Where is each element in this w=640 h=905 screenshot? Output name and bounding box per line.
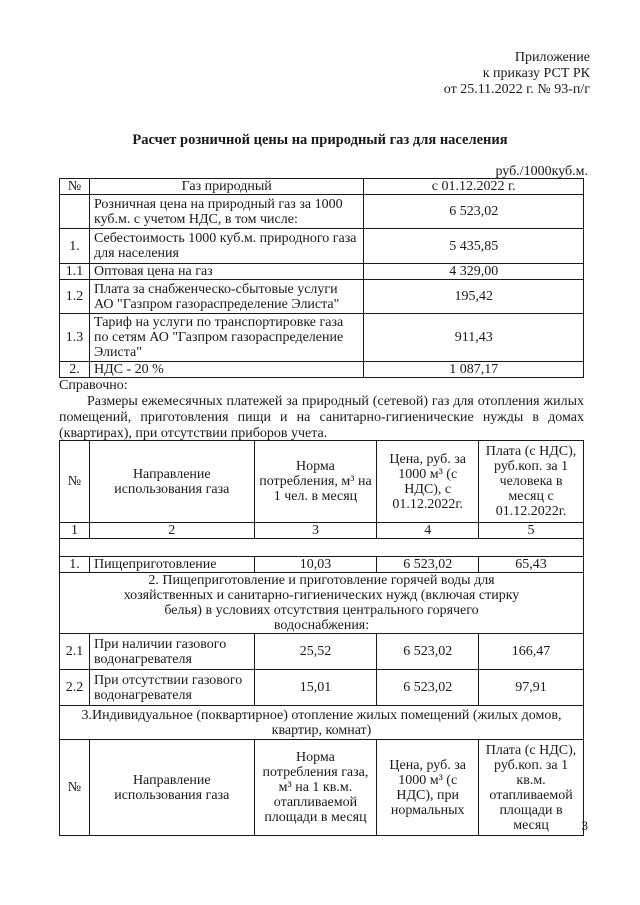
unit-label: руб./1000куб.м. bbox=[495, 164, 588, 179]
payment-table bbox=[59, 440, 584, 836]
header-cell-number: № bbox=[60, 740, 90, 836]
document-title: Расчет розничной цены на природный газ для населения bbox=[132, 132, 508, 148]
appendix-line-2: к приказу РСТ РК bbox=[482, 66, 590, 81]
column-number: 3 bbox=[254, 523, 377, 539]
table-row bbox=[60, 362, 584, 378]
row-norm: 15,01 bbox=[254, 670, 377, 706]
row-price: 6 523,02 bbox=[377, 557, 479, 573]
row-label: Розничная цена на природный газ за 1000 куб.м. с учетом НДС, в том числе: bbox=[89, 195, 363, 229]
table-header-row bbox=[60, 740, 584, 836]
appendix-line-3: от 25.11.2022 г. № 93-п/г bbox=[443, 82, 590, 97]
header-cell-norm: Норма потребления, м³ на 1 чел. в месяц bbox=[254, 441, 377, 523]
section-heading-3: 3.Индивидуальное (поквартирное) отопление жилых помещений (жилых домов, квартир, комнат) bbox=[60, 706, 584, 740]
header-cell-direction: Направление использования газа bbox=[89, 740, 254, 836]
header-cell: Газ природный bbox=[89, 179, 363, 195]
row-label: Плата за снабженческо-сбытовые услуги АО "Газпром газораспределение Элиста" bbox=[89, 280, 363, 314]
row-label: Пищеприготовление bbox=[89, 557, 254, 573]
appendix-header bbox=[444, 50, 590, 98]
retail-price-table bbox=[59, 178, 584, 378]
row-label: Тариф на услуги по транспортировке газа по сетям АО "Газпром газораспределение Элиста" bbox=[89, 314, 363, 362]
row-number: 2.2 bbox=[60, 670, 90, 706]
column-number: 4 bbox=[377, 523, 479, 539]
table-row bbox=[60, 670, 584, 706]
row-number: 1.2 bbox=[60, 280, 90, 314]
row-payment: 166,47 bbox=[479, 634, 584, 670]
row-payment: 97,91 bbox=[479, 670, 584, 706]
row-norm: 25,52 bbox=[254, 634, 377, 670]
row-price: 6 523,02 bbox=[377, 670, 479, 706]
row-label: При наличии газового водонагревателя bbox=[89, 634, 254, 670]
column-number: 1 bbox=[60, 523, 90, 539]
header-cell-direction: Направление использования газа bbox=[89, 441, 254, 523]
table-row bbox=[60, 634, 584, 670]
row-value: 6 523,02 bbox=[364, 195, 584, 229]
row-number: 2. bbox=[60, 362, 90, 378]
table-header-row bbox=[60, 441, 584, 523]
column-number: 5 bbox=[479, 523, 584, 539]
header-cell-payment: Плата (с НДС), руб.коп. за 1 кв.м. отапливаемой площади в месяц bbox=[479, 740, 584, 836]
row-value: 195,42 bbox=[364, 280, 584, 314]
spacer-row bbox=[60, 539, 584, 557]
row-value: 1 087,17 bbox=[364, 362, 584, 378]
row-value: 911,43 bbox=[364, 314, 584, 362]
row-number: 1. bbox=[60, 557, 90, 573]
section-row bbox=[60, 573, 584, 634]
column-number-row bbox=[60, 523, 584, 539]
row-number: 1. bbox=[60, 229, 90, 264]
header-cell-price: Цена, руб. за 1000 м³ (с НДС), при нормальных bbox=[377, 740, 479, 836]
row-number: 2.1 bbox=[60, 634, 90, 670]
table-row bbox=[60, 264, 584, 280]
reference-paragraph: Размеры ежемесячных платежей за природный (сетевой) газ для отопления жилых помещений, приготовления пищи и на санитарно-гигиенические нужды в домах (квартирах), при отсутствии приборов учета. bbox=[59, 394, 584, 441]
column-number: 2 bbox=[89, 523, 254, 539]
section-heading-2: 2. Пищеприготовление и приготовление горячей воды для хозяйственных и санитарно-гигиенических нужд (включая стирку белья) в условиях отсутствия центрального горячего водоснабжения: bbox=[60, 573, 584, 634]
row-label: НДС - 20 % bbox=[89, 362, 363, 378]
row-value: 4 329,00 bbox=[364, 264, 584, 280]
table-row bbox=[60, 229, 584, 264]
row-label: Себестоимость 1000 куб.м. природного газа для населения bbox=[89, 229, 363, 264]
header-cell: с 01.12.2022 г. bbox=[364, 179, 584, 195]
header-cell-payment: Плата (с НДС), руб.коп. за 1 человека в месяц с 01.12.2022г. bbox=[479, 441, 584, 523]
appendix-line-1: Приложение bbox=[514, 50, 590, 65]
reference-label: Справочно: bbox=[59, 378, 128, 393]
row-label: Оптовая цена на газ bbox=[89, 264, 363, 280]
table-row bbox=[60, 557, 584, 573]
row-number bbox=[60, 195, 90, 229]
row-payment: 65,43 bbox=[479, 557, 584, 573]
page-number: 3 bbox=[581, 818, 588, 833]
row-number: 1.3 bbox=[60, 314, 90, 362]
header-cell-price: Цена, руб. за 1000 м³ (с НДС), с 01.12.2022г. bbox=[377, 441, 479, 523]
row-label: При отсутствии газового водонагревателя bbox=[89, 670, 254, 706]
row-value: 5 435,85 bbox=[364, 229, 584, 264]
table-row bbox=[60, 314, 584, 362]
header-cell-norm: Норма потребления газа, м³ на 1 кв.м. отапливаемой площади в месяц bbox=[254, 740, 377, 836]
header-cell-number: № bbox=[60, 441, 90, 523]
table-header-row bbox=[60, 179, 584, 195]
spacer-cell bbox=[60, 539, 584, 557]
table-row bbox=[60, 280, 584, 314]
row-price: 6 523,02 bbox=[377, 634, 479, 670]
row-norm: 10,03 bbox=[254, 557, 377, 573]
section-row bbox=[60, 706, 584, 740]
row-number: 1.1 bbox=[60, 264, 90, 280]
table-row bbox=[60, 195, 584, 229]
header-cell: № bbox=[60, 179, 90, 195]
